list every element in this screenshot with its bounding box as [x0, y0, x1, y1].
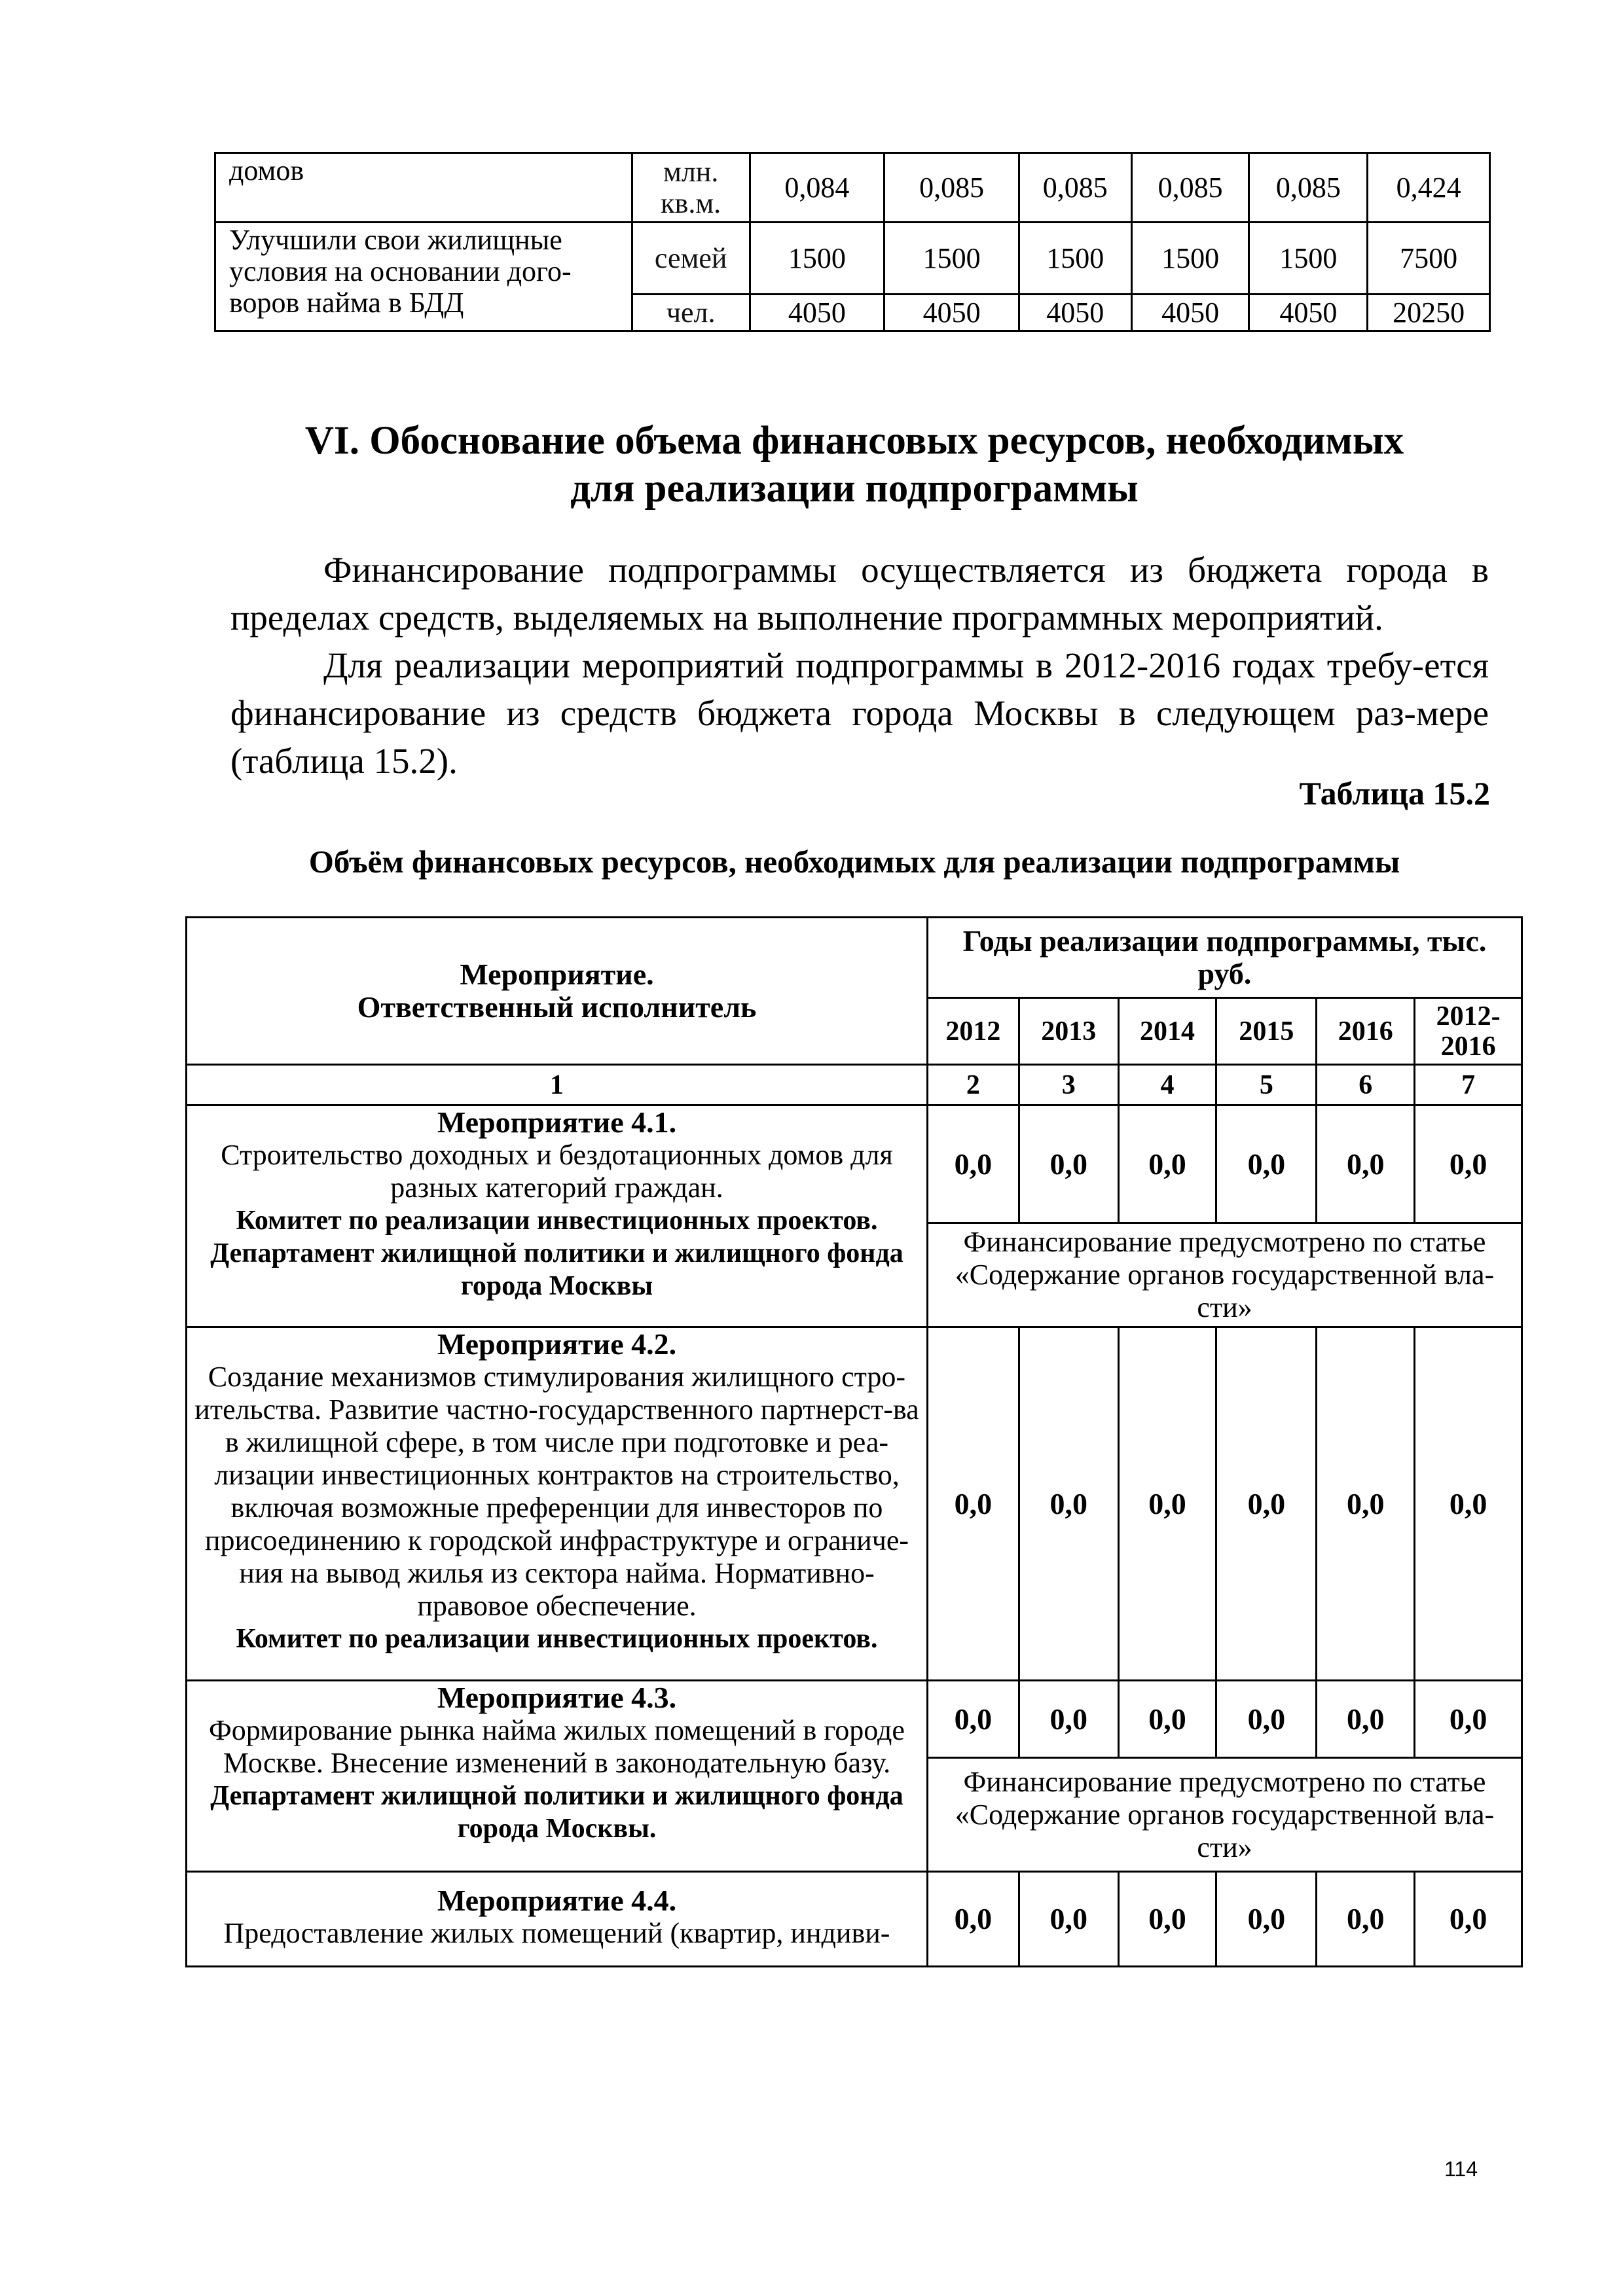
measure-cell	[187, 1681, 928, 1872]
table-row	[215, 223, 1490, 295]
header-measure	[187, 918, 928, 1065]
value-cell: 4050	[1131, 295, 1249, 331]
financing-note: Финансирование предусмотрено по статье «Содержание органов государственной вла-сти»	[927, 1223, 1522, 1327]
value-cell: 4050	[1019, 295, 1131, 331]
col-number: 1	[187, 1065, 928, 1105]
value-cell: 0,0	[1415, 1327, 1522, 1681]
value-cell: 0,424	[1368, 153, 1490, 223]
measure-title: Мероприятие 4.1.	[437, 1105, 677, 1139]
value-cell: 0,0	[1317, 1105, 1415, 1223]
row-label: домов	[215, 153, 632, 223]
table-title: Объём финансовых ресурсов, необходимых для реализации подпрограммы	[308, 844, 1400, 880]
value-cell: 0,0	[1216, 1327, 1317, 1681]
table-number: Таблица 15.2	[1299, 775, 1490, 812]
value-cell: 1500	[750, 223, 884, 295]
measure-title: Мероприятие 4.2.	[437, 1327, 677, 1361]
col-number: 5	[1216, 1065, 1317, 1105]
value-cell: 0,0	[927, 1872, 1019, 1967]
measure-description: Строительство доходных и бездотационных домов для разных категорий граждан.	[221, 1139, 893, 1204]
measure-description: Формирование рынка найма жилых помещений в городе Москве. Внесение изменений в законодательную базу.	[209, 1714, 905, 1779]
value-cell: 0,085	[1131, 153, 1249, 223]
col-number: 2	[927, 1065, 1019, 1105]
col-number: 3	[1019, 1065, 1118, 1105]
value-cell: 1500	[884, 223, 1019, 295]
measure-title: Мероприятие 4.3.	[437, 1681, 677, 1714]
table-row	[187, 1105, 1522, 1223]
page-number: 114	[1444, 2157, 1478, 2181]
column-number-row	[187, 1065, 1522, 1105]
value-cell: 0,0	[1019, 1105, 1118, 1223]
value-cell: 0,0	[1019, 1872, 1118, 1967]
value-cell: 0,0	[1317, 1872, 1415, 1967]
section-title-line2: для реализации подпрограммы	[570, 467, 1139, 511]
row-label: Улучшили свои жилищные условия на основании дого-воров найма в БДД	[215, 223, 632, 331]
value-cell: 4050	[1249, 295, 1368, 331]
year-cell: 2016	[1317, 998, 1415, 1065]
value-cell: 0,0	[1415, 1681, 1522, 1758]
paragraph-text: Для реализации мероприятий подпрограммы в 2012-2016 годах требу-ется финансирование из средств бюджета города Москвы в следующем раз-мере (таблица 15.2).	[230, 645, 1489, 781]
year-cell: 2012	[927, 998, 1019, 1065]
value-cell: 0,0	[1019, 1327, 1118, 1681]
unit-cell: млн. кв.м.	[632, 153, 750, 223]
value-cell: 0,0	[927, 1327, 1019, 1681]
unit-cell: чел.	[632, 295, 750, 331]
value-cell: 0,084	[750, 153, 884, 223]
header-row	[187, 918, 1522, 998]
measure-responsible: Комитет по реализации инвестиционных проектов.	[236, 1624, 878, 1654]
value-cell: 1500	[1019, 223, 1131, 295]
value-cell: 0,085	[1249, 153, 1368, 223]
measure-responsible: Комитет по реализации инвестиционных проектов. Департамент жилищной политики и жилищного фонда города Москвы	[210, 1206, 903, 1301]
value-cell: 4050	[884, 295, 1019, 331]
value-cell: 20250	[1368, 295, 1490, 331]
financing-table	[185, 916, 1523, 1967]
col-number: 6	[1317, 1065, 1415, 1105]
year-cell: 2014	[1118, 998, 1216, 1065]
value-cell: 0,0	[1118, 1327, 1216, 1681]
value-cell: 0,085	[884, 153, 1019, 223]
measure-cell	[187, 1105, 928, 1327]
value-cell: 0,0	[1216, 1105, 1317, 1223]
unit-cell: семей	[632, 223, 750, 295]
value-cell: 0,0	[1216, 1681, 1317, 1758]
value-cell: 0,0	[927, 1681, 1019, 1758]
value-cell: 0,0	[1317, 1681, 1415, 1758]
year-cell: 2013	[1019, 998, 1118, 1065]
table-row	[187, 1872, 1522, 1967]
header-years-title: Годы реализации подпрограммы, тыс. руб.	[927, 918, 1522, 998]
paragraph	[230, 641, 1489, 785]
value-cell: 0,0	[1118, 1872, 1216, 1967]
value-cell: 0,0	[1317, 1327, 1415, 1681]
indicators-table	[214, 152, 1491, 332]
measure-description: Предоставление жилых помещений (квартир, индиви-	[223, 1917, 890, 1949]
table-row	[187, 1681, 1522, 1758]
year-cell: 2015	[1216, 998, 1317, 1065]
value-cell: 1500	[1249, 223, 1368, 295]
value-cell: 0,0	[1118, 1681, 1216, 1758]
year-cell: 2012- 2016	[1415, 998, 1522, 1065]
header-measure-line2: Ответственный исполнитель	[357, 990, 757, 1024]
measure-responsible: Департамент жилищной политики и жилищного фонда города Москвы.	[210, 1781, 903, 1844]
value-cell: 0,085	[1019, 153, 1131, 223]
table-row	[187, 1327, 1522, 1681]
section-title-line1: VI. Обоснование объема финансовых ресурсов, необходимых	[304, 419, 1404, 463]
table-row	[215, 153, 1490, 223]
value-cell: 0,0	[1118, 1105, 1216, 1223]
measure-description: Создание механизмов стимулирования жилищного стро-ительства. Развитие частно-государственного партнерст-ва в жилищной сфере, в том числе при подготовке и реа-лизации инвестиционных контрактов на строительство, включая возможные преференции для инвесторов по присоединению к городской инфраструктуре и ограниче-ния на вывод жилья из сектора найма. Нормативно-правовое обеспечение.	[194, 1361, 919, 1622]
value-cell: 0,0	[1216, 1872, 1317, 1967]
header-measure-line1: Мероприятие.	[460, 958, 654, 991]
measure-title: Мероприятие 4.4.	[437, 1884, 677, 1917]
value-cell: 1500	[1131, 223, 1249, 295]
value-cell: 0,0	[1415, 1105, 1522, 1223]
paragraph	[230, 546, 1489, 641]
value-cell: 7500	[1368, 223, 1490, 295]
col-number: 4	[1118, 1065, 1216, 1105]
col-number: 7	[1415, 1065, 1522, 1105]
paragraph-text: Финансирование подпрограммы осуществляется из бюджета города в пределах средств, выделяемых на выполнение программных мероприятий.	[230, 550, 1489, 637]
measure-cell	[187, 1872, 928, 1967]
measure-cell	[187, 1327, 928, 1681]
value-cell: 4050	[750, 295, 884, 331]
value-cell: 0,0	[1415, 1872, 1522, 1967]
financing-note: Финансирование предусмотрено по статье «Содержание органов государственной вла-сти»	[927, 1758, 1522, 1872]
value-cell: 0,0	[1019, 1681, 1118, 1758]
value-cell: 0,0	[927, 1105, 1019, 1223]
